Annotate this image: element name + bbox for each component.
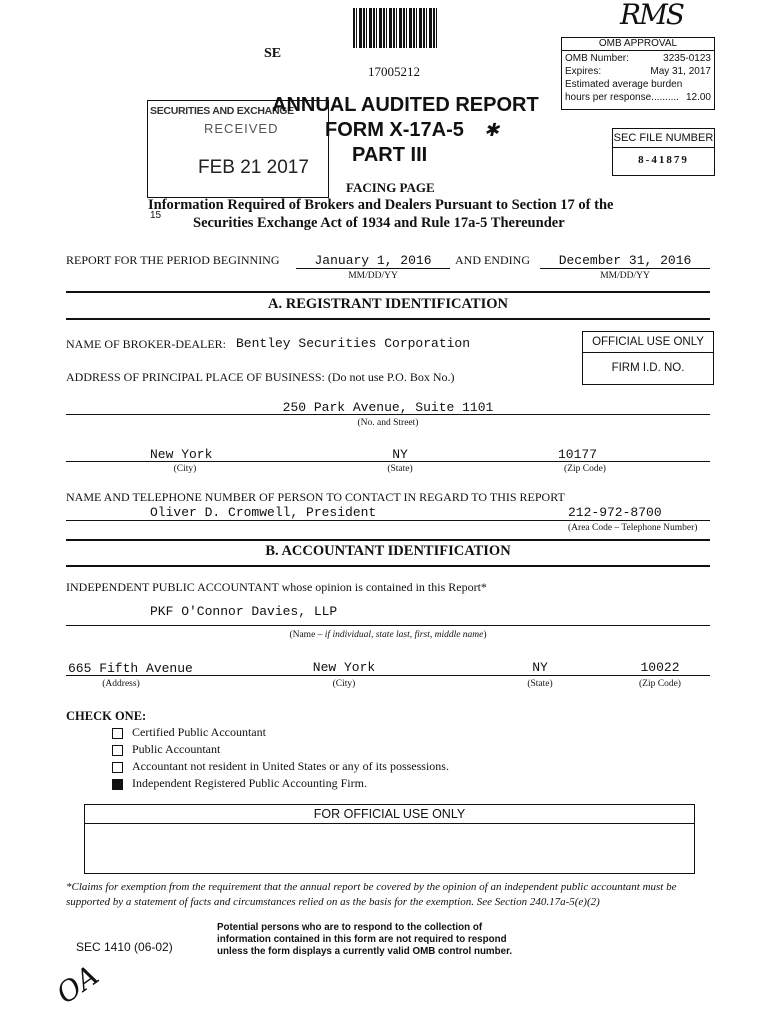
acct-address-value: 665 Fifth Avenue [68, 661, 193, 676]
checkbox-public-accountant[interactable] [112, 745, 123, 756]
handwritten-initials-bottom: OA [50, 958, 105, 1011]
stamp-number: 15 [150, 210, 162, 221]
acct-zip-value: 10022 [640, 660, 680, 675]
option-accountant-not-resident: Accountant not resident in United States or any of its possessions. [132, 759, 449, 773]
checkbox-independent-registered-firm[interactable] [112, 779, 123, 790]
checkbox-accountant-not-resident[interactable] [112, 762, 123, 773]
omb-notice: Potential persons who are to respond to the collection of information contained in this form are not required to respond unless the form displays a currently valid OMB control number. [217, 922, 513, 957]
sec-file-number-label: SEC FILE NUMBER [613, 129, 714, 148]
address-label: ADDRESS OF PRINCIPAL PLACE OF BUSINESS: (Do not use P.O. Box No.) [66, 370, 455, 384]
state-value: NY [392, 447, 408, 462]
period-begin-label: REPORT FOR THE PERIOD BEGINNING [66, 253, 280, 267]
stamp-line2: RECEIVED [204, 121, 279, 136]
zip-value: 10177 [558, 447, 598, 462]
acct-address-caption: (Address) [102, 679, 140, 689]
option-public-accountant: Public Accountant [132, 742, 221, 756]
acct-state-caption: (State) [527, 679, 553, 689]
facing-page: FACING PAGE [346, 180, 435, 195]
street-caption: (No. and Street) [357, 418, 419, 428]
state-caption: (State) [387, 464, 413, 474]
form-title-line3: PART III [352, 144, 428, 166]
omb-burden-line2: hours per response.......... [565, 92, 679, 103]
period-end-value: December 31, 2016 [558, 253, 692, 268]
city-value: New York [150, 447, 213, 462]
accountant-value: PKF O'Connor Davies, LLP [150, 604, 338, 619]
official-use-label: FOR OFFICIAL USE ONLY [85, 805, 694, 824]
acct-city-value: New York [312, 660, 376, 675]
city-caption: (City) [173, 464, 197, 474]
acct-city-caption: (City) [332, 679, 356, 689]
omb-expires-label: Expires: [565, 66, 602, 77]
broker-dealer-label: NAME OF BROKER-DEALER: [66, 337, 227, 351]
form-title-line2: FORM X-17A-5 [325, 119, 464, 141]
acct-zip-caption: (Zip Code) [639, 679, 681, 689]
period-end-label: AND ENDING [455, 253, 530, 267]
handwritten-initials-top: RMS [620, 0, 683, 31]
phone-caption: (Area Code – Telephone Number) [568, 523, 698, 533]
contact-value: Oliver D. Cromwell, President [150, 505, 377, 520]
omb-title: OMB APPROVAL [562, 38, 714, 51]
street-value: 250 Park Avenue, Suite 1101 [282, 400, 494, 415]
handwritten-star-mark: ✱ [484, 120, 500, 141]
section-b-title: B. ACCOUNTANT IDENTIFICATION [265, 543, 511, 559]
stamp-line1: SECURITIES AND EXCHANGE [150, 105, 294, 117]
contact-label: NAME AND TELEPHONE NUMBER OF PERSON TO CONTACT IN REGARD TO THIS REPORT [66, 490, 565, 504]
period-begin-format: MM/DD/YY [348, 271, 398, 281]
official-use-box [84, 804, 695, 874]
broker-dealer-value: Bentley Securities Corporation [236, 336, 471, 351]
document-number: 17005212 [368, 64, 420, 79]
footnote: *Claims for exemption from the requirement that the annual report be covered by the opinion of an independent public accountant must be supported by a statement of facts and circumstances relied on as the basis for the exemption. See Section 240.17a-5(e)(2) [66, 881, 677, 908]
omb-burden-value: 12.00 [685, 92, 711, 103]
section-a-title: A. REGISTRANT IDENTIFICATION [268, 296, 508, 312]
official-use-only-small: OFFICIAL USE ONLY [583, 332, 713, 353]
acct-state-value: NY [532, 660, 548, 675]
form-id: SEC 1410 (06-02) [76, 940, 173, 954]
name-caption: (Name – if individual, state last, first, middle name) [289, 630, 487, 640]
accountant-label: INDEPENDENT PUBLIC ACCOUNTANT whose opinion is contained in this Report* [66, 580, 487, 594]
checkbox-certified-public-accountant[interactable] [112, 728, 123, 739]
info-line1: Information Required of Brokers and Dealers Pursuant to Section 17 of the [148, 197, 614, 213]
form-title-line1: ANNUAL AUDITED REPORT [272, 94, 539, 116]
sec-file-number-box [612, 128, 715, 176]
omb-burden-line1: Estimated average burden [565, 79, 683, 90]
barcode [353, 8, 437, 48]
official-use-firm-box [582, 331, 714, 385]
phone-value: 212-972-8700 [568, 505, 662, 520]
firm-id-label: FIRM I.D. NO. [611, 362, 685, 374]
omb-expires-value: May 31, 2017 [650, 66, 711, 77]
option-certified-public-accountant: Certified Public Accountant [132, 725, 266, 739]
period-begin-value: January 1, 2016 [314, 253, 432, 268]
sec-mark: SE [264, 46, 282, 61]
stamp-date: FEB 21 2017 [198, 157, 309, 178]
check-one-title: CHECK ONE: [66, 709, 147, 723]
option-independent-registered-firm: Independent Registered Public Accounting Firm. [132, 776, 367, 790]
period-end-format: MM/DD/YY [600, 271, 650, 281]
sec-file-number-value: 8-41879 [638, 154, 689, 166]
info-line2: Securities Exchange Act of 1934 and Rule 17a-5 Thereunder [193, 215, 565, 231]
zip-caption: (Zip Code) [564, 464, 606, 474]
omb-number-value: 3235-0123 [663, 53, 711, 64]
omb-approval-box [561, 37, 715, 110]
omb-number-label: OMB Number: [565, 53, 629, 64]
